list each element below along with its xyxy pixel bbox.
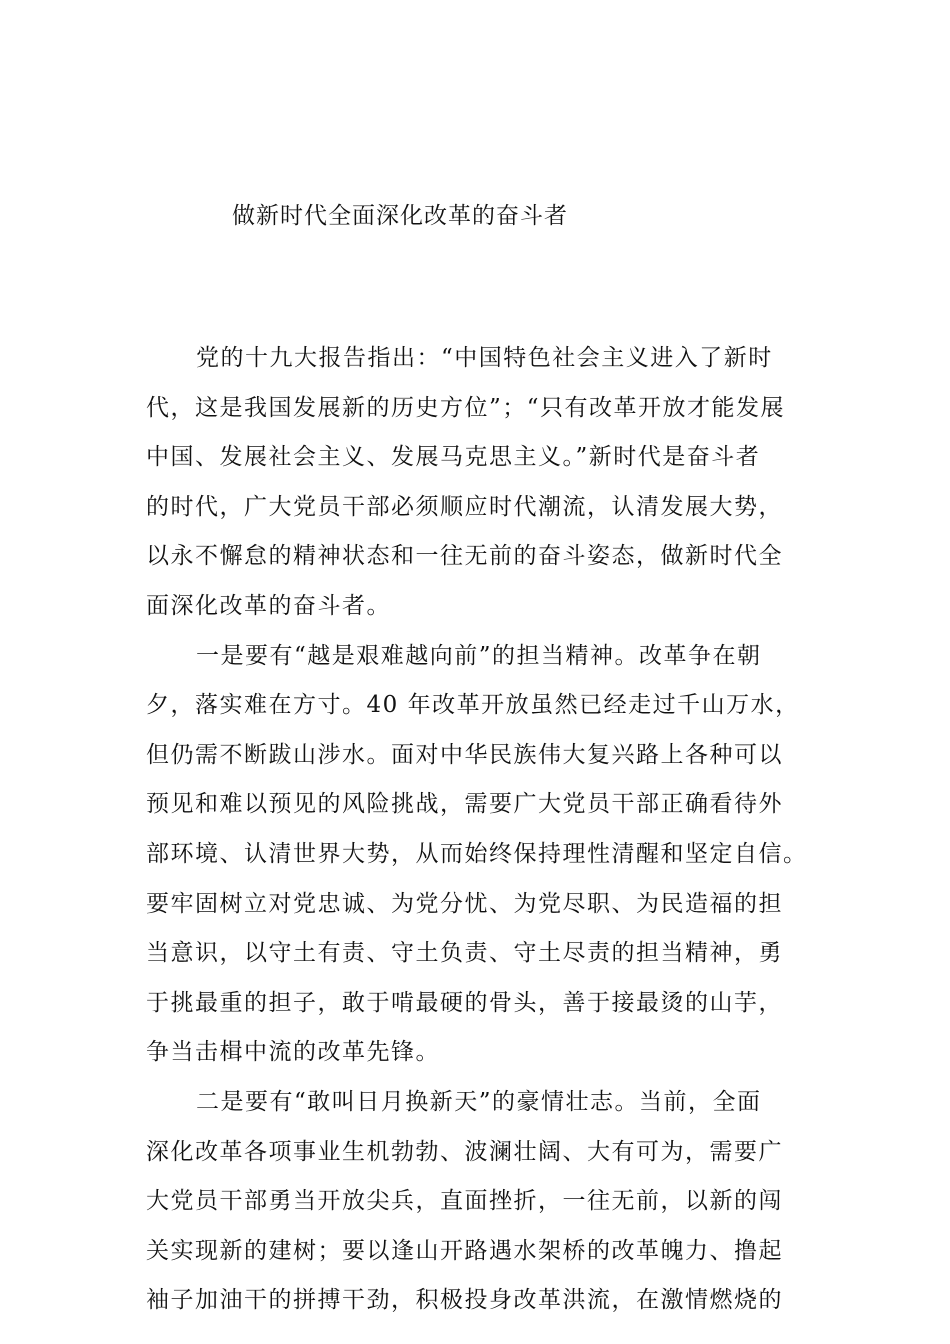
text-line: 但仍需不断跋山涉水。面对中华民族伟大复兴路上各种可以: [146, 741, 783, 768]
text-line: 的时代，广大党员干部必须顺应时代潮流，认清发展大势，: [146, 493, 783, 520]
text-line: 预见和难以预见的风险挑战，需要广大党员干部正确看待外: [146, 791, 783, 818]
text-line: 于挑最重的担子，敢于啃最硬的骨头，善于接最烫的山芋，: [146, 989, 783, 1016]
text-line: 一是要有“越是艰难越向前”的担当精神。改革争在朝: [196, 642, 762, 669]
text-line: 深化改革各项事业生机勃勃、波澜壮阔、大有可为，需要广: [146, 1138, 783, 1165]
text-line: 中国、发展社会主义、发展马克思主义。”新时代是奋斗者: [146, 444, 761, 471]
text-line: 要牢固树立对党忠诚、为党分忧、为党尽职、为民造福的担: [146, 890, 783, 917]
text-line: 党的十九大报告指出：“中国特色社会主义进入了新时: [196, 345, 773, 371]
text-line: 当意识，以守土有责、守土负责、守土尽责的担当精神，勇: [146, 940, 783, 967]
text-line: 争当击楫中流的改革先锋。: [146, 1039, 440, 1066]
text-line: 代，这是我国发展新的历史方位”；“只有改革开放才能发展: [146, 394, 786, 421]
text-line: 夕，落实难在方寸。40 年改革开放虽然已经走过千山万水，: [146, 692, 800, 719]
document-body: [146, 334, 846, 1326]
text-line: 大党员干部勇当开放尖兵，直面挫折，一往无前，以新的闯: [146, 1188, 783, 1215]
text-line: 袖子加油干的拼搏干劲，积极投身改革洪流，在激情燃烧的: [146, 1287, 783, 1314]
document-title: 做新时代全面深化改革的奋斗者: [232, 203, 568, 229]
text-line: 面深化改革的奋斗者。: [146, 592, 391, 619]
text-line: 二是要有“敢叫日月换新天”的豪情壮志。当前，全面: [196, 1088, 762, 1115]
text-line: 以永不懈怠的精神状态和一往无前的奋斗姿态，做新时代全: [146, 543, 783, 570]
text-line: 部环境、认清世界大势，从而始终保持理性清醒和坚定自信。: [146, 840, 808, 867]
text-line: 关实现新的建树；要以逢山开路遇水架桥的改革魄力、撸起: [146, 1237, 783, 1264]
